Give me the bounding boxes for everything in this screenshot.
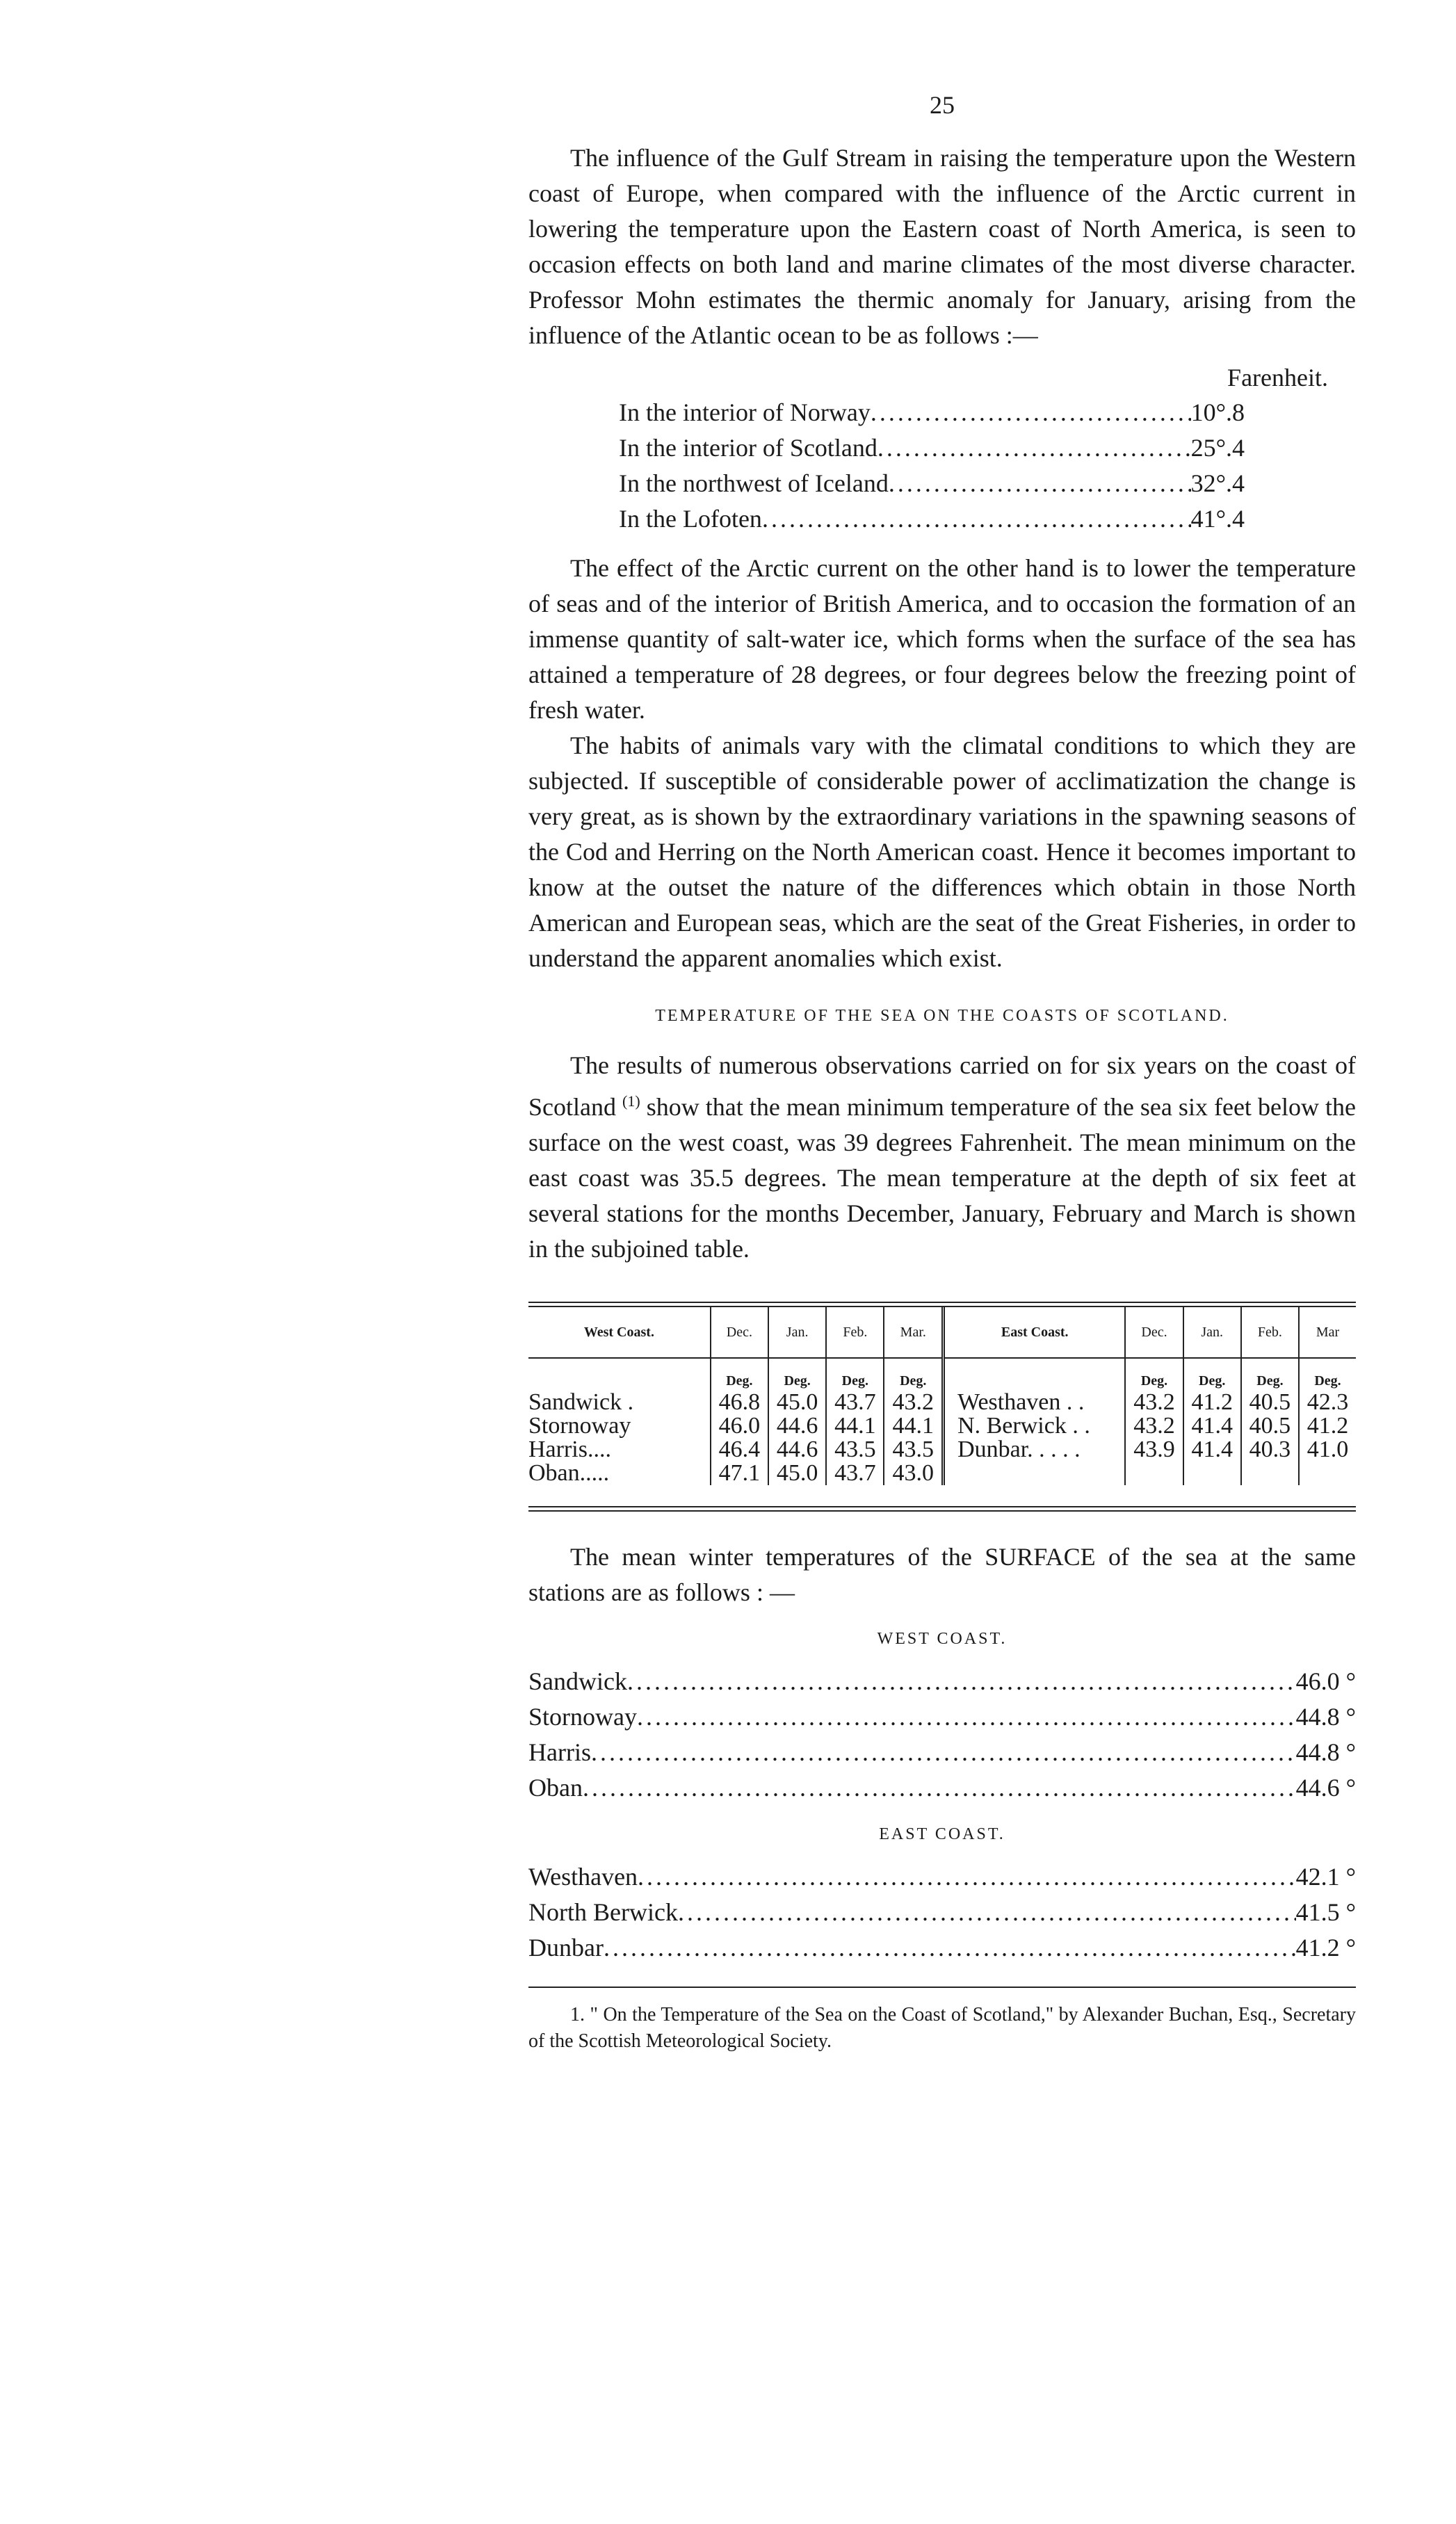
table-cell: 44.1 bbox=[884, 1414, 943, 1438]
table-cell: 46.4 bbox=[711, 1438, 768, 1462]
section-heading: TEMPERATURE OF THE SEA ON THE COASTS OF SCOTLAND. bbox=[655, 1007, 1229, 1025]
leader-dots bbox=[591, 1735, 1296, 1770]
table-cell: 40.5 bbox=[1241, 1391, 1299, 1414]
table-cell: 43.9 bbox=[1125, 1438, 1183, 1462]
surface-station: Westhaven bbox=[528, 1863, 638, 1891]
paragraph-habits: The habits of animals vary with the climatal conditions to which they are subjected. If susceptible of considerable power of acclimatization the change is very great, as is shown by the extraordinary variations in the spawning seasons of the Cod and Herring on the North American coast. Hence it becomes important to know at the outset the nature of the differences which obtain in those North American and European seas, which are the seat of the Great Fisheries, in order to understand the apparent anomalies which exist. bbox=[528, 731, 1356, 972]
east-coast-header: East Coast. bbox=[944, 1307, 1126, 1358]
surface-station: Dunbar bbox=[528, 1934, 604, 1961]
surface-value: 44.8 ° bbox=[1295, 1738, 1356, 1766]
table-top-rule bbox=[528, 1302, 1356, 1307]
anomaly-place: In the Lofoten bbox=[619, 505, 762, 533]
deg-label: Deg. bbox=[1299, 1358, 1356, 1391]
anomaly-value: 10°.8 bbox=[1190, 398, 1245, 426]
leader-dots bbox=[604, 1930, 1296, 1966]
results-text-b: show that the mean minimum temperature of the sea six feet below the surface on the west coast, was 39 degrees Fahrenheit. The mean minimum on the east coast was 35.5 degrees. The mean temperature at the depth of six feet at several stations for the months December, January, February and March is shown in the subjoined table. bbox=[528, 1093, 1356, 1263]
anomaly-value: 32°.4 bbox=[1190, 469, 1245, 497]
month-header: Jan. bbox=[768, 1307, 826, 1358]
deg-row bbox=[528, 1358, 1356, 1391]
table-cell: 42.3 bbox=[1299, 1391, 1356, 1414]
paragraph-results bbox=[528, 1048, 1356, 1267]
table-cell: 43.0 bbox=[884, 1462, 943, 1485]
deg-label: Deg. bbox=[1183, 1358, 1241, 1391]
station-name: N. Berwick . . bbox=[957, 1413, 1090, 1439]
table-cell: 44.1 bbox=[826, 1414, 884, 1438]
paragraph-surface: The mean winter temperatures of the SURFACE of the sea at the same stations are as follows : — bbox=[528, 1543, 1356, 1606]
table-bottom-rule bbox=[528, 1506, 1356, 1507]
west-coast-header: West Coast. bbox=[528, 1307, 711, 1358]
page-number: 25 bbox=[930, 91, 955, 119]
table-row bbox=[528, 1391, 1356, 1414]
table-bottom-rule bbox=[528, 1510, 1356, 1512]
station-name: Oban..... bbox=[528, 1460, 610, 1486]
table-row bbox=[528, 1414, 1356, 1438]
west-coast-heading: WEST COAST. bbox=[877, 1630, 1008, 1648]
table-cell: 46.8 bbox=[711, 1391, 768, 1414]
anomaly-table bbox=[528, 360, 1356, 537]
anomaly-row bbox=[619, 501, 1245, 537]
footnote: 1. " On the Temperature of the Sea on the Coast of Scotland," by Alexander Buchan, Esq., Secretary of the Scottish Meteorological Society. bbox=[528, 2004, 1356, 2052]
surface-station: Stornoway bbox=[528, 1703, 637, 1731]
station-name: Sandwick . bbox=[528, 1389, 634, 1415]
month-header: Feb. bbox=[1241, 1307, 1299, 1358]
anomaly-place: In the interior of Norway bbox=[619, 398, 871, 426]
deg-label: Deg. bbox=[768, 1358, 826, 1391]
surface-station: Harris bbox=[528, 1738, 591, 1766]
surface-row bbox=[528, 1859, 1356, 1895]
table-cell: 40.3 bbox=[1241, 1438, 1299, 1462]
paragraph-arctic-current: The effect of the Arctic current on the other hand is to lower the temperature of seas and of the interior of British America, and to occasion the formation of an immense quantity of salt-water ice, which forms when the surface of the sea has attained a temperature of 28 degrees, or four degrees below the freezing point of fresh water. bbox=[528, 554, 1356, 724]
deg-label: Deg. bbox=[1241, 1358, 1299, 1391]
anomaly-value: 25°.4 bbox=[1190, 434, 1245, 462]
deg-label: Deg. bbox=[1125, 1358, 1183, 1391]
table-cell: 43.5 bbox=[884, 1438, 943, 1462]
surface-row bbox=[528, 1699, 1356, 1735]
station-name: Dunbar. . . . . bbox=[957, 1437, 1081, 1462]
surface-row bbox=[528, 1770, 1356, 1806]
station-name: Westhaven . . bbox=[957, 1389, 1085, 1415]
leader-dots bbox=[637, 1699, 1296, 1735]
surface-value: 44.8 ° bbox=[1295, 1703, 1356, 1731]
anomaly-row bbox=[619, 466, 1245, 501]
table-cell: 43.2 bbox=[1125, 1414, 1183, 1438]
table-cell: 44.6 bbox=[768, 1414, 826, 1438]
table-cell: 45.0 bbox=[768, 1391, 826, 1414]
deg-label: Deg. bbox=[884, 1358, 943, 1391]
leader-dots bbox=[627, 1664, 1296, 1699]
anomaly-value: 41°.4 bbox=[1190, 505, 1245, 533]
table-cell: 46.0 bbox=[711, 1414, 768, 1438]
surface-value: 41.5 ° bbox=[1295, 1898, 1356, 1926]
table-cell: 41.4 bbox=[1183, 1414, 1241, 1438]
surface-station: Oban bbox=[528, 1774, 583, 1802]
month-header: Dec. bbox=[1125, 1307, 1183, 1358]
deg-label: Deg. bbox=[711, 1358, 768, 1391]
surface-value: 46.0 ° bbox=[1295, 1667, 1356, 1695]
table-cell: 43.7 bbox=[826, 1391, 884, 1414]
leader-dots bbox=[871, 395, 1191, 430]
station-name: Harris.... bbox=[528, 1437, 611, 1462]
surface-row bbox=[528, 1664, 1356, 1699]
east-coast-heading: EAST COAST. bbox=[879, 1825, 1005, 1843]
temperature-table bbox=[528, 1307, 1356, 1485]
table-cell: 43.7 bbox=[826, 1462, 884, 1485]
leader-dots bbox=[678, 1895, 1296, 1930]
table-row bbox=[528, 1462, 1356, 1485]
page bbox=[528, 90, 1356, 2055]
table-cell: 44.6 bbox=[768, 1438, 826, 1462]
month-header: Dec. bbox=[711, 1307, 768, 1358]
surface-value: 42.1 ° bbox=[1295, 1863, 1356, 1891]
surface-row bbox=[528, 1895, 1356, 1930]
table-header-row bbox=[528, 1307, 1356, 1358]
footnote-ref: (1) bbox=[622, 1092, 640, 1110]
table-cell: 41.2 bbox=[1299, 1414, 1356, 1438]
month-header: Mar bbox=[1299, 1307, 1356, 1358]
deg-label: Deg. bbox=[826, 1358, 884, 1391]
month-header: Jan. bbox=[1183, 1307, 1241, 1358]
footnote-rule bbox=[528, 1987, 1356, 1988]
leader-dots bbox=[583, 1770, 1296, 1806]
leader-dots bbox=[889, 466, 1191, 501]
station-name: Stornoway bbox=[528, 1413, 631, 1439]
table-cell: 43.5 bbox=[826, 1438, 884, 1462]
table-cell: 40.5 bbox=[1241, 1414, 1299, 1438]
surface-station: Sandwick bbox=[528, 1667, 627, 1695]
temperature-table-wrap bbox=[528, 1302, 1356, 1512]
results-text-a: The results of numerous observations carried on for six years on the coast of Scotland bbox=[528, 1051, 1356, 1121]
surface-row bbox=[528, 1735, 1356, 1770]
month-header: Feb. bbox=[826, 1307, 884, 1358]
table-cell: 45.0 bbox=[768, 1462, 826, 1485]
paragraph-gulf-stream: The influence of the Gulf Stream in raising the temperature upon the Western coast of Europe, when compared with the influence of the Arctic current in lowering the temperature upon the Eastern coast of North America, is seen to occasion effects on both land and marine climates of the most diverse character. Professor Mohn estimates the thermic anomaly for January, arising from the influence of the Atlantic ocean to be as follows :— bbox=[528, 144, 1356, 349]
table-cell: 41.2 bbox=[1183, 1391, 1241, 1414]
leader-dots bbox=[877, 430, 1191, 466]
surface-station: North Berwick bbox=[528, 1898, 678, 1926]
anomaly-unit: Farenheit. bbox=[1227, 364, 1328, 391]
surface-value: 41.2 ° bbox=[1295, 1934, 1356, 1961]
surface-row bbox=[528, 1930, 1356, 1966]
table-cell: 43.2 bbox=[884, 1391, 943, 1414]
anomaly-place: In the northwest of Iceland bbox=[619, 469, 889, 497]
anomaly-place: In the interior of Scotland bbox=[619, 434, 877, 462]
leader-dots bbox=[762, 501, 1191, 537]
leader-dots bbox=[638, 1859, 1296, 1895]
surface-value: 44.6 ° bbox=[1295, 1774, 1356, 1802]
month-header: Mar. bbox=[884, 1307, 943, 1358]
table-cell: 41.0 bbox=[1299, 1438, 1356, 1462]
table-cell: 43.2 bbox=[1125, 1391, 1183, 1414]
table-cell: 47.1 bbox=[711, 1462, 768, 1485]
anomaly-row bbox=[619, 430, 1245, 466]
table-row bbox=[528, 1438, 1356, 1462]
anomaly-row bbox=[619, 395, 1245, 430]
table-cell: 41.4 bbox=[1183, 1438, 1241, 1462]
